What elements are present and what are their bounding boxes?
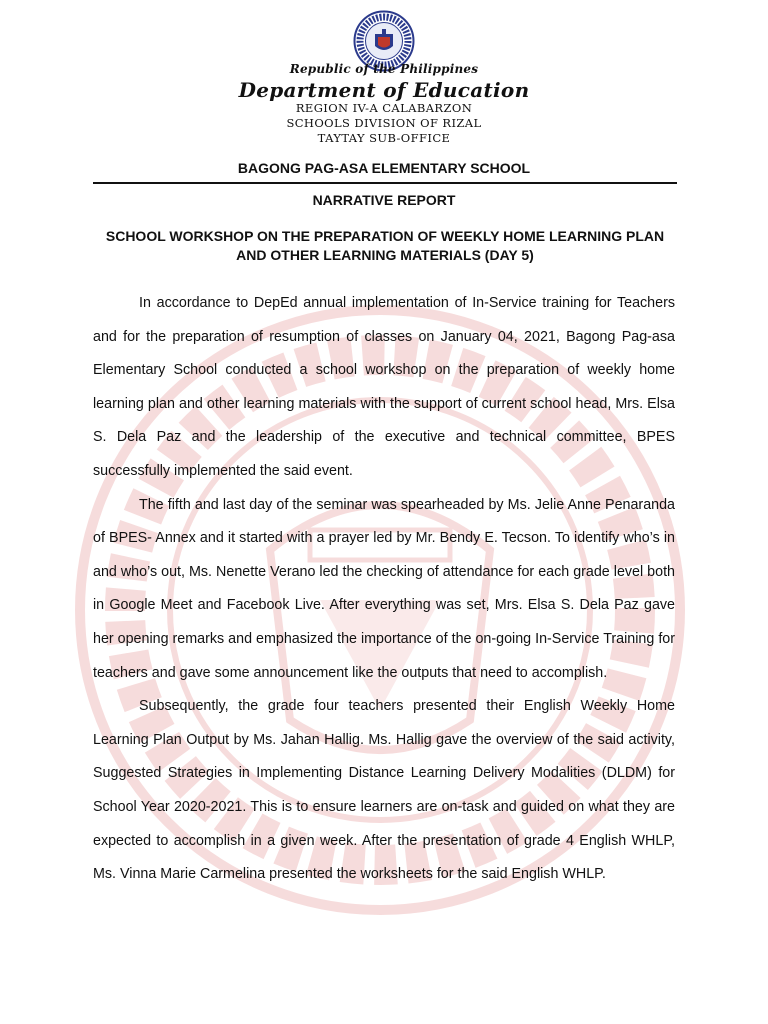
workshop-title: SCHOOL WORKSHOP ON THE PREPARATION OF WEEKLY HOME LEARNING PLAN AND OTHER LEARNING MATERIALS (DAY 5) [105, 228, 665, 263]
school-name: BAGONG PAG-ASA ELEMENTARY SCHOOL [237, 160, 531, 176]
report-title: NARRATIVE REPORT [312, 192, 456, 208]
division-line: SCHOOLS DIVISION OF RIZAL [286, 116, 482, 130]
suboffice-line: TAYTAY SUB-OFFICE [317, 131, 451, 145]
republic-line: Republic of the Philippines [289, 62, 479, 76]
paragraph-1: In accordance to DepEd annual implementation of In-Service training for Teachers and for the preparation of resumption of classes on January 04, 2021, Bagong Pag-asa Elementary School conducted a school workshop on the preparation of weekly home learning plan and other learning materials with the support of current school head, Mrs. Elsa S. Dela Paz and the leadership of the executive and technical committee, BPES successfully implemented the said event. [93, 295, 675, 479]
paragraph-2: The fifth and last day of the seminar was spearheaded by Ms. Jelie Anne Penaranda of BPES- Annex and it started with a prayer led by Mr. Bendy E. Tecson. To identify who’s in and who’s out, Ms. Nenette Verano led the checking of attendance for each grade level both in Google Meet and Facebook Live. After everything was set, Mrs. Elsa S. Dela Paz gave her opening remarks and emphasized the importance of the on-going In-Service Training for teachers and gave some announcement like the outputs that need to accomplish. [93, 496, 675, 681]
region-line: REGION IV-A CALABARZON [295, 101, 473, 115]
paragraph-3: Subsequently, the grade four teachers presented their English Weekly Home Learning Plan Output by Ms. Jahan Hallig. Ms. Hallig gave the overview of the said activity, Suggested Strategies in Implementing Distance Learning Delivery Modalities (DLDM) for School Year 2020-2021. This is to ensure learners are on-task and guided on what they are expected to accomplish in a given week. After the presentation of grade 4 English WHLP, Ms. Vinna Marie Carmelina presented the worksheets for the said English WHLP. [93, 698, 675, 883]
department-name: Department of Education [238, 78, 530, 102]
report-body [93, 287, 675, 892]
header-divider [93, 182, 677, 184]
